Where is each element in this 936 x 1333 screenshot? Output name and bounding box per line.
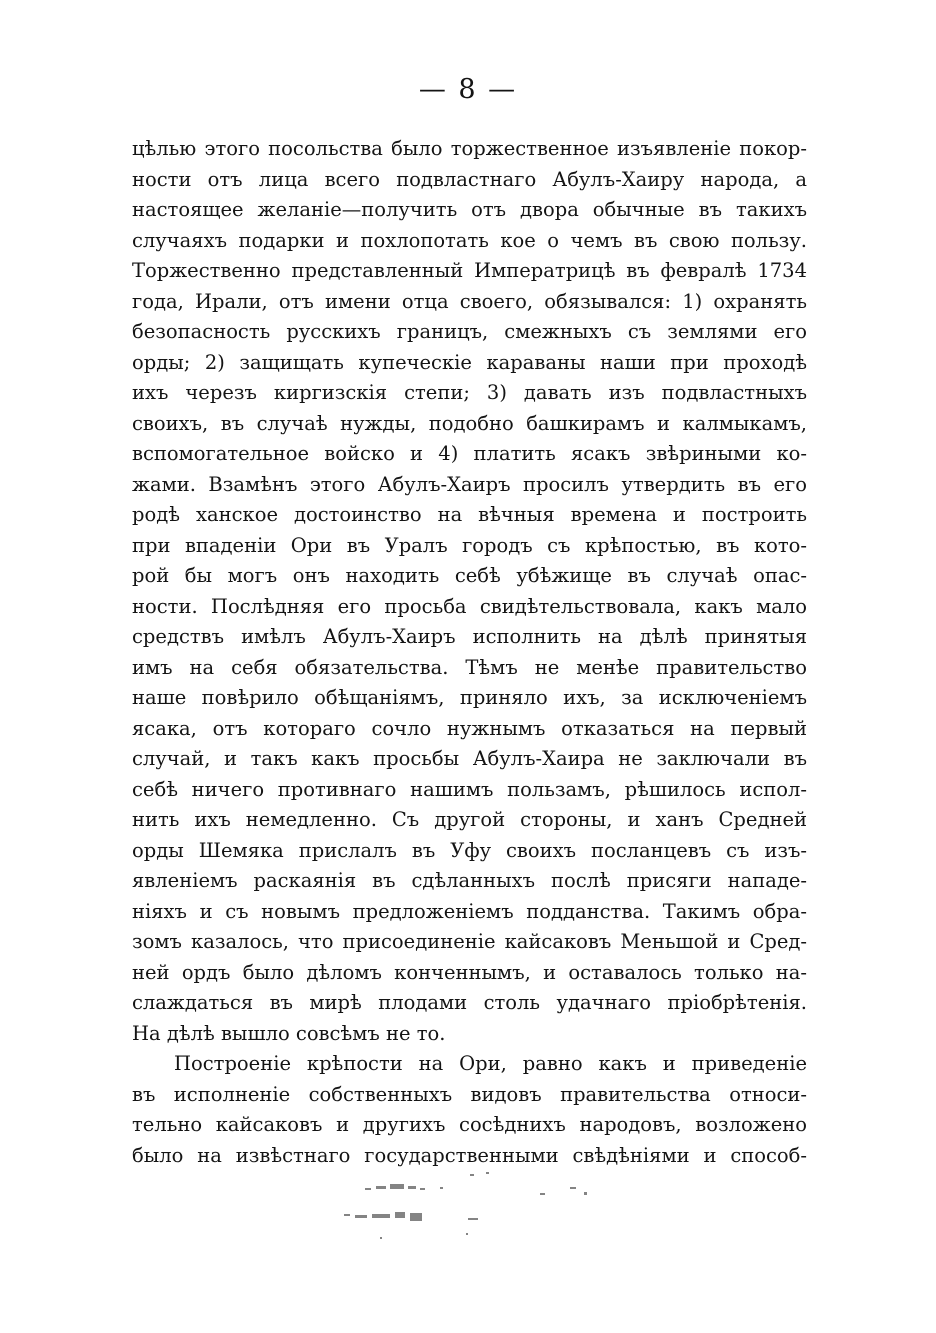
text-line: родѣ ханское достоинство на вѣчныя времена и построить xyxy=(132,503,807,526)
text-line: въ исполненіе собственныхъ видовъ правительства относи- xyxy=(132,1082,807,1106)
body-text xyxy=(132,134,807,1171)
text-line: ности. Послѣдняя его просьба свидѣтельствовала, какъ мало xyxy=(132,594,807,618)
text-line: безопасность русскихъ границъ, смежныхъ съ землями его xyxy=(132,320,807,343)
text-line: нить ихъ немедленно. Съ другой стороны, и ханъ Средней xyxy=(132,808,807,831)
text-line: ніяхъ и съ новымъ предложеніемъ подданства. Такимъ обра- xyxy=(132,899,807,923)
text-line: зомъ казалось, что присоединеніе кайсаковъ Меньшой и Сред- xyxy=(132,930,807,953)
text-line: жами. Взамѣнъ этого Абулъ-Хаиръ просилъ утвердить въ его xyxy=(132,472,807,496)
text-line: случай, и такъ какъ просьбы Абулъ-Хаира не заключали въ xyxy=(132,747,807,770)
text-line: было на извѣстнаго государственными свѣдѣніями и способ- xyxy=(132,1143,807,1167)
text-line: настоящее желаніе—получить отъ двора обычные въ такихъ xyxy=(132,198,807,221)
text-line: цѣлью этого посольства было торжественное изъявленіе покор- xyxy=(132,137,807,160)
text-line: средствъ имѣлъ Абулъ-Хаиръ исполнить на дѣлѣ принятыя xyxy=(132,625,807,648)
text-line: тельно кайсаковъ и другихъ сосѣднихъ народовъ, возложено xyxy=(132,1113,807,1136)
text-line: имъ на себя обязательства. Тѣмъ не менѣе правительство xyxy=(132,655,807,679)
text-line: Торжественно представленный Императрицѣ въ февралѣ 1734 xyxy=(132,259,807,282)
text-line: ясака, отъ котораго сочло нужнымъ отказаться на первый xyxy=(132,716,807,740)
text-line: года, Ирали, отъ имени отца своего, обязывался: 1) охранять xyxy=(132,289,807,313)
text-line: явленіемъ раскаянія въ сдѣланныхъ послѣ присяги нападе- xyxy=(132,869,807,892)
text-line: ней ордъ было дѣломъ конченнымъ, и оставалось только на- xyxy=(132,960,807,984)
text-line: своихъ, въ случаѣ нужды, подобно башкирамъ и калмыкамъ, xyxy=(132,411,807,435)
text-line: ности отъ лица всего подвластнаго Абулъ-Хаиру народа, а xyxy=(132,167,807,191)
text-line: рой бы могъ онъ находить себѣ убѣжище въ случаѣ опас- xyxy=(132,564,807,587)
text-line: орды Шемяка прислалъ въ Уфу своихъ посланцевъ съ изъ- xyxy=(132,838,807,862)
page-number: — 8 — xyxy=(418,74,518,105)
text-line: слаждаться въ мирѣ плодами столь удачнаго пріобрѣтенія. xyxy=(132,991,807,1014)
paragraph-1 xyxy=(132,134,807,1049)
text-line: себѣ ничего противнаго нашимъ пользамъ, рѣшилось испол- xyxy=(132,777,807,801)
text-line: при впаденіи Ори въ Уралъ городъ съ крѣпостью, въ кото- xyxy=(132,533,807,557)
text-line: ихъ черезъ киргизскія степи; 3) давать изъ подвластныхъ xyxy=(132,381,807,404)
text-line: наше повѣрило обѣщаніямъ, приняло ихъ, за исключеніемъ xyxy=(132,686,807,709)
paragraph-2 xyxy=(132,1049,807,1171)
text-line: На дѣлѣ вышло совсѣмъ не то. xyxy=(132,1021,446,1045)
text-line: вспомогательное войско и 4) платить ясакъ звѣриными ко- xyxy=(132,442,807,465)
text-line: Построеніе крѣпости на Ори, равно какъ и приведеніе xyxy=(174,1052,807,1075)
text-line: случаяхъ подарки и похлопотать кое о чемъ въ свою пользу. xyxy=(132,228,807,252)
text-line: орды; 2) защищать купеческіе караваны наши при проходѣ xyxy=(132,350,807,374)
